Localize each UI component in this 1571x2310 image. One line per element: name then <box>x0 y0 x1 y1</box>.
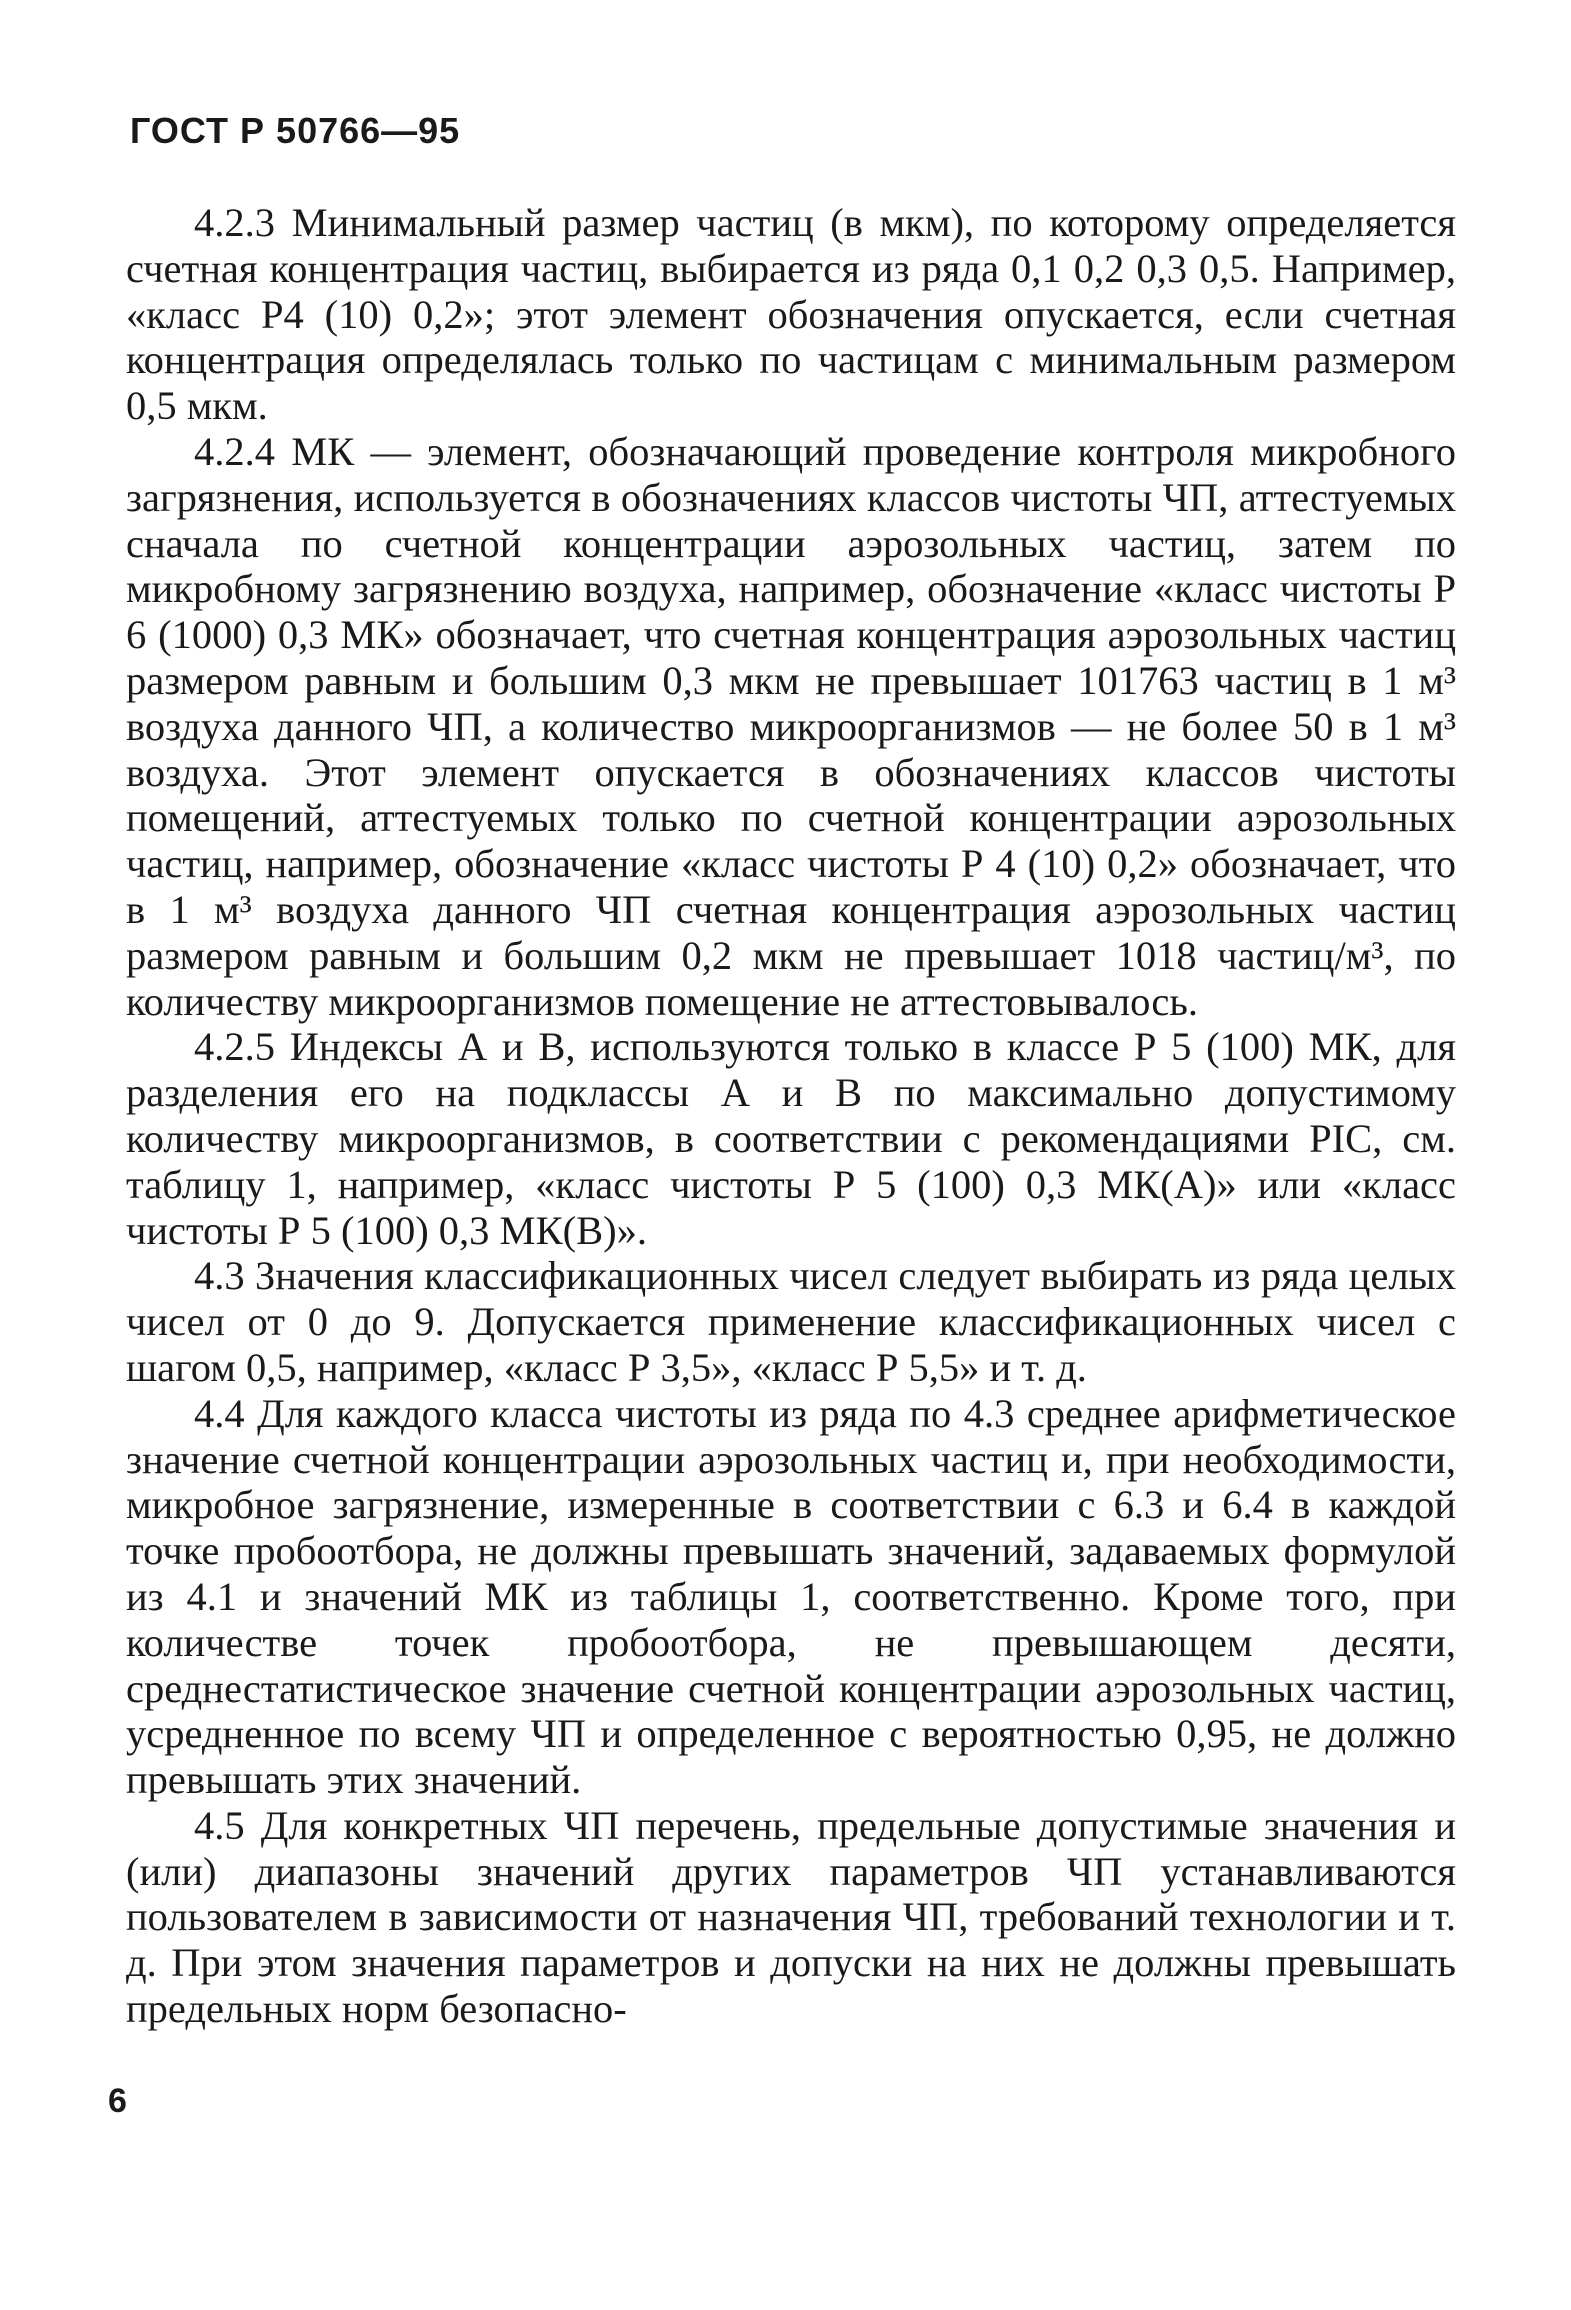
paragraph-4-4: 4.4 Для каждого класса чистоты из ряда по 4.3 среднее арифметическое значение счетной концентрации аэрозольных частиц и, при необходимости, микробное загрязнение, измеренные в соответствии с 6.3 и 6.4 в каждой точке пробоотбора, не должны превышать значений, задаваемых формулой из 4.1 и значений МК из таблицы 1, соответственно. Кроме того, при количестве точек пробоотбора, не превышающем десяти, среднестатистическое значение счетной концентрации аэрозольных частиц, усредненное по всему ЧП и определенное с вероятностью 0,95, не должно превышать этих значений. <box>126 1390 1456 1803</box>
paragraph-4-2-5: 4.2.5 Индексы А и В, используются только в классе Р 5 (100) МК, для разделения его на подклассы А и В по максимально допустимому количеству микроорганизмов, в соответствии с рекомендациями PIC, см. таблицу 1, например, «класс чистоты Р 5 (100) 0,3 МК(А)» или «класс чистоты Р 5 (100) 0,3 МК(В)». <box>126 1024 1456 1253</box>
page-number: 6 <box>108 2082 127 2120</box>
paragraph-4-5: 4.5 Для конкретных ЧП перечень, предельные допустимые значения и (или) диапазоны значений других параметров ЧП устанавливаются пользователем в зависимости от назначения ЧП, требований технологии и т. д. При этом значения параметров и допуски на них не должны превышать предельных норм безопасно- <box>126 1802 1456 2032</box>
paragraph-4-3: 4.3 Значения классификационных чисел следует выбирать из ряда целых чисел от 0 до 9. Допускается применение классификационных чисел с шагом 0,5, например, «класс Р 3,5», «класс Р 5,5» и т. д. <box>126 1253 1456 1390</box>
paragraph-4-2-3: 4.2.3 Минимальный размер частиц (в мкм), по которому определяется счетная концентрация частиц, выбирается из ряда 0,1 0,2 0,3 0,5. Например, «класс Р4 (10) 0,2»; этот элемент обозначения опускается, если счетная концентрация определялась только по частицам с минимальным размером 0,5 мкм. <box>126 200 1456 429</box>
standard-header: ГОСТ Р 50766—95 <box>130 110 461 151</box>
paragraph-4-2-4: 4.2.4 МК — элемент, обозначающий проведение контроля микробного загрязнения, используется в обозначениях классов чистоты ЧП, аттестуемых сначала по счетной концентрации аэрозольных частиц, затем по микробному загрязнению воздуха, например, обозначение «класс чистоты Р 6 (1000) 0,3 МК» обозначает, что счетная концентрация аэрозольных частиц размером равным и большим 0,3 мкм не превышает 101763 частиц в 1 м³ воздуха данного ЧП, а количество микроорганизмов — не более 50 в 1 м³ воздуха. Этот элемент опускается в обозначениях классов чистоты помещений, аттестуемых только по счетной концентрации аэрозольных частиц, например, обозначение «класс чистоты Р 4 (10) 0,2» обозначает, что в 1 м³ воздуха данного ЧП счетная концентрация аэрозольных частиц размером равным и большим 0,2 мкм не превышает 1018 частиц/м³, по количеству микроорганизмов помещение не аттестовывалось. <box>126 428 1456 1024</box>
body-text <box>126 200 1456 2032</box>
